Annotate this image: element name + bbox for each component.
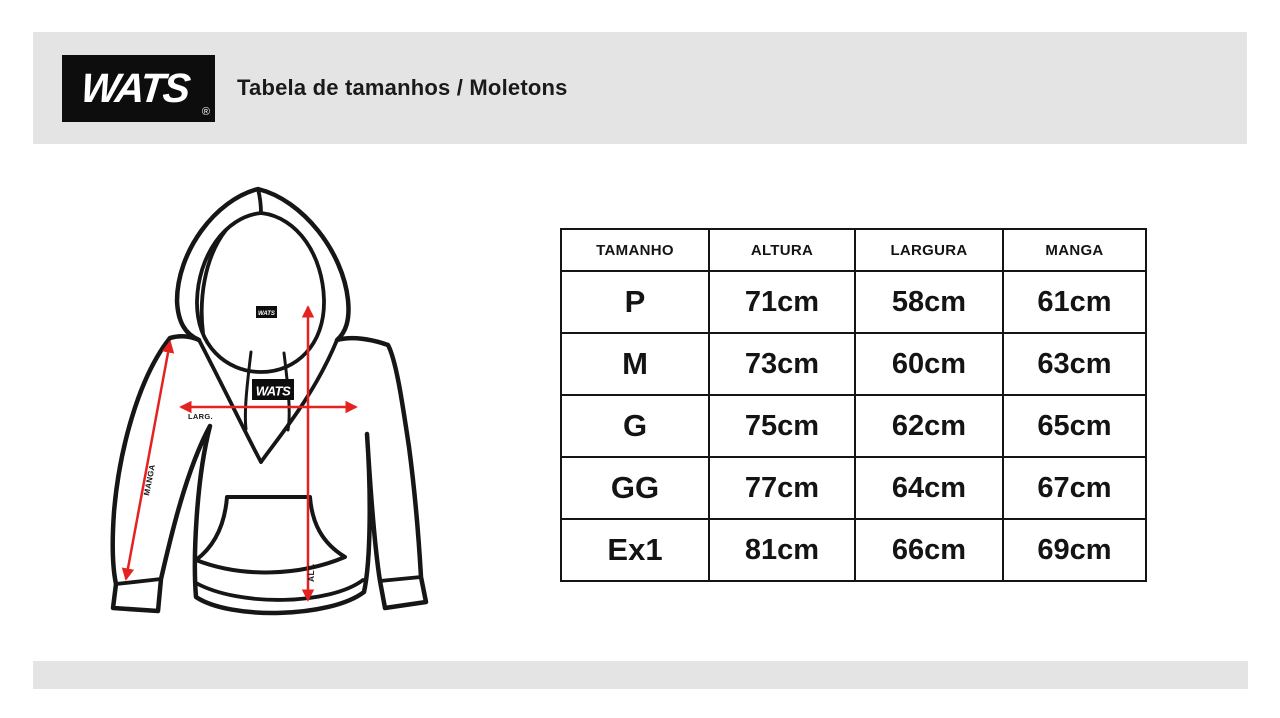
cell-altura: 75cm <box>709 395 855 457</box>
table-row <box>561 457 1146 519</box>
cell-largura: 62cm <box>855 395 1003 457</box>
cell-manga: 69cm <box>1003 519 1146 581</box>
cell-largura: 66cm <box>855 519 1003 581</box>
col-header-manga: MANGA <box>1003 229 1146 271</box>
footer-bar <box>33 661 1248 689</box>
table-row <box>561 519 1146 581</box>
table-header-row <box>561 229 1146 271</box>
cell-size: Ex1 <box>561 519 709 581</box>
col-header-largura: LARGURA <box>855 229 1003 271</box>
cell-manga: 67cm <box>1003 457 1146 519</box>
cell-altura: 81cm <box>709 519 855 581</box>
neck-tag <box>256 306 277 318</box>
cell-size: M <box>561 333 709 395</box>
manga-label: MANGA <box>142 463 158 497</box>
cell-altura: 73cm <box>709 333 855 395</box>
table-row <box>561 333 1146 395</box>
cell-manga: 61cm <box>1003 271 1146 333</box>
col-header-altura: ALTURA <box>709 229 855 271</box>
cell-size: GG <box>561 457 709 519</box>
table-row <box>561 395 1146 457</box>
altura-label: ALT. <box>306 563 316 582</box>
cell-manga: 65cm <box>1003 395 1146 457</box>
wats-logo-text: WATS <box>78 64 191 111</box>
cell-largura: 58cm <box>855 271 1003 333</box>
registered-mark: ® <box>201 105 210 118</box>
cell-size: P <box>561 271 709 333</box>
cell-largura: 60cm <box>855 333 1003 395</box>
chest-logo <box>252 379 294 400</box>
cell-altura: 77cm <box>709 457 855 519</box>
largura-label: LARG. <box>188 412 213 421</box>
col-header-tamanho: TAMANHO <box>561 229 709 271</box>
cell-altura: 71cm <box>709 271 855 333</box>
chest-logo-text: WATS <box>255 383 291 399</box>
cell-manga: 63cm <box>1003 333 1146 395</box>
cell-size: G <box>561 395 709 457</box>
neck-tag-text: WATS <box>258 311 275 317</box>
size-table <box>560 228 1147 582</box>
table-row <box>561 271 1146 333</box>
cell-largura: 64cm <box>855 457 1003 519</box>
page-title: Tabela de tamanhos / Moletons <box>237 75 568 100</box>
